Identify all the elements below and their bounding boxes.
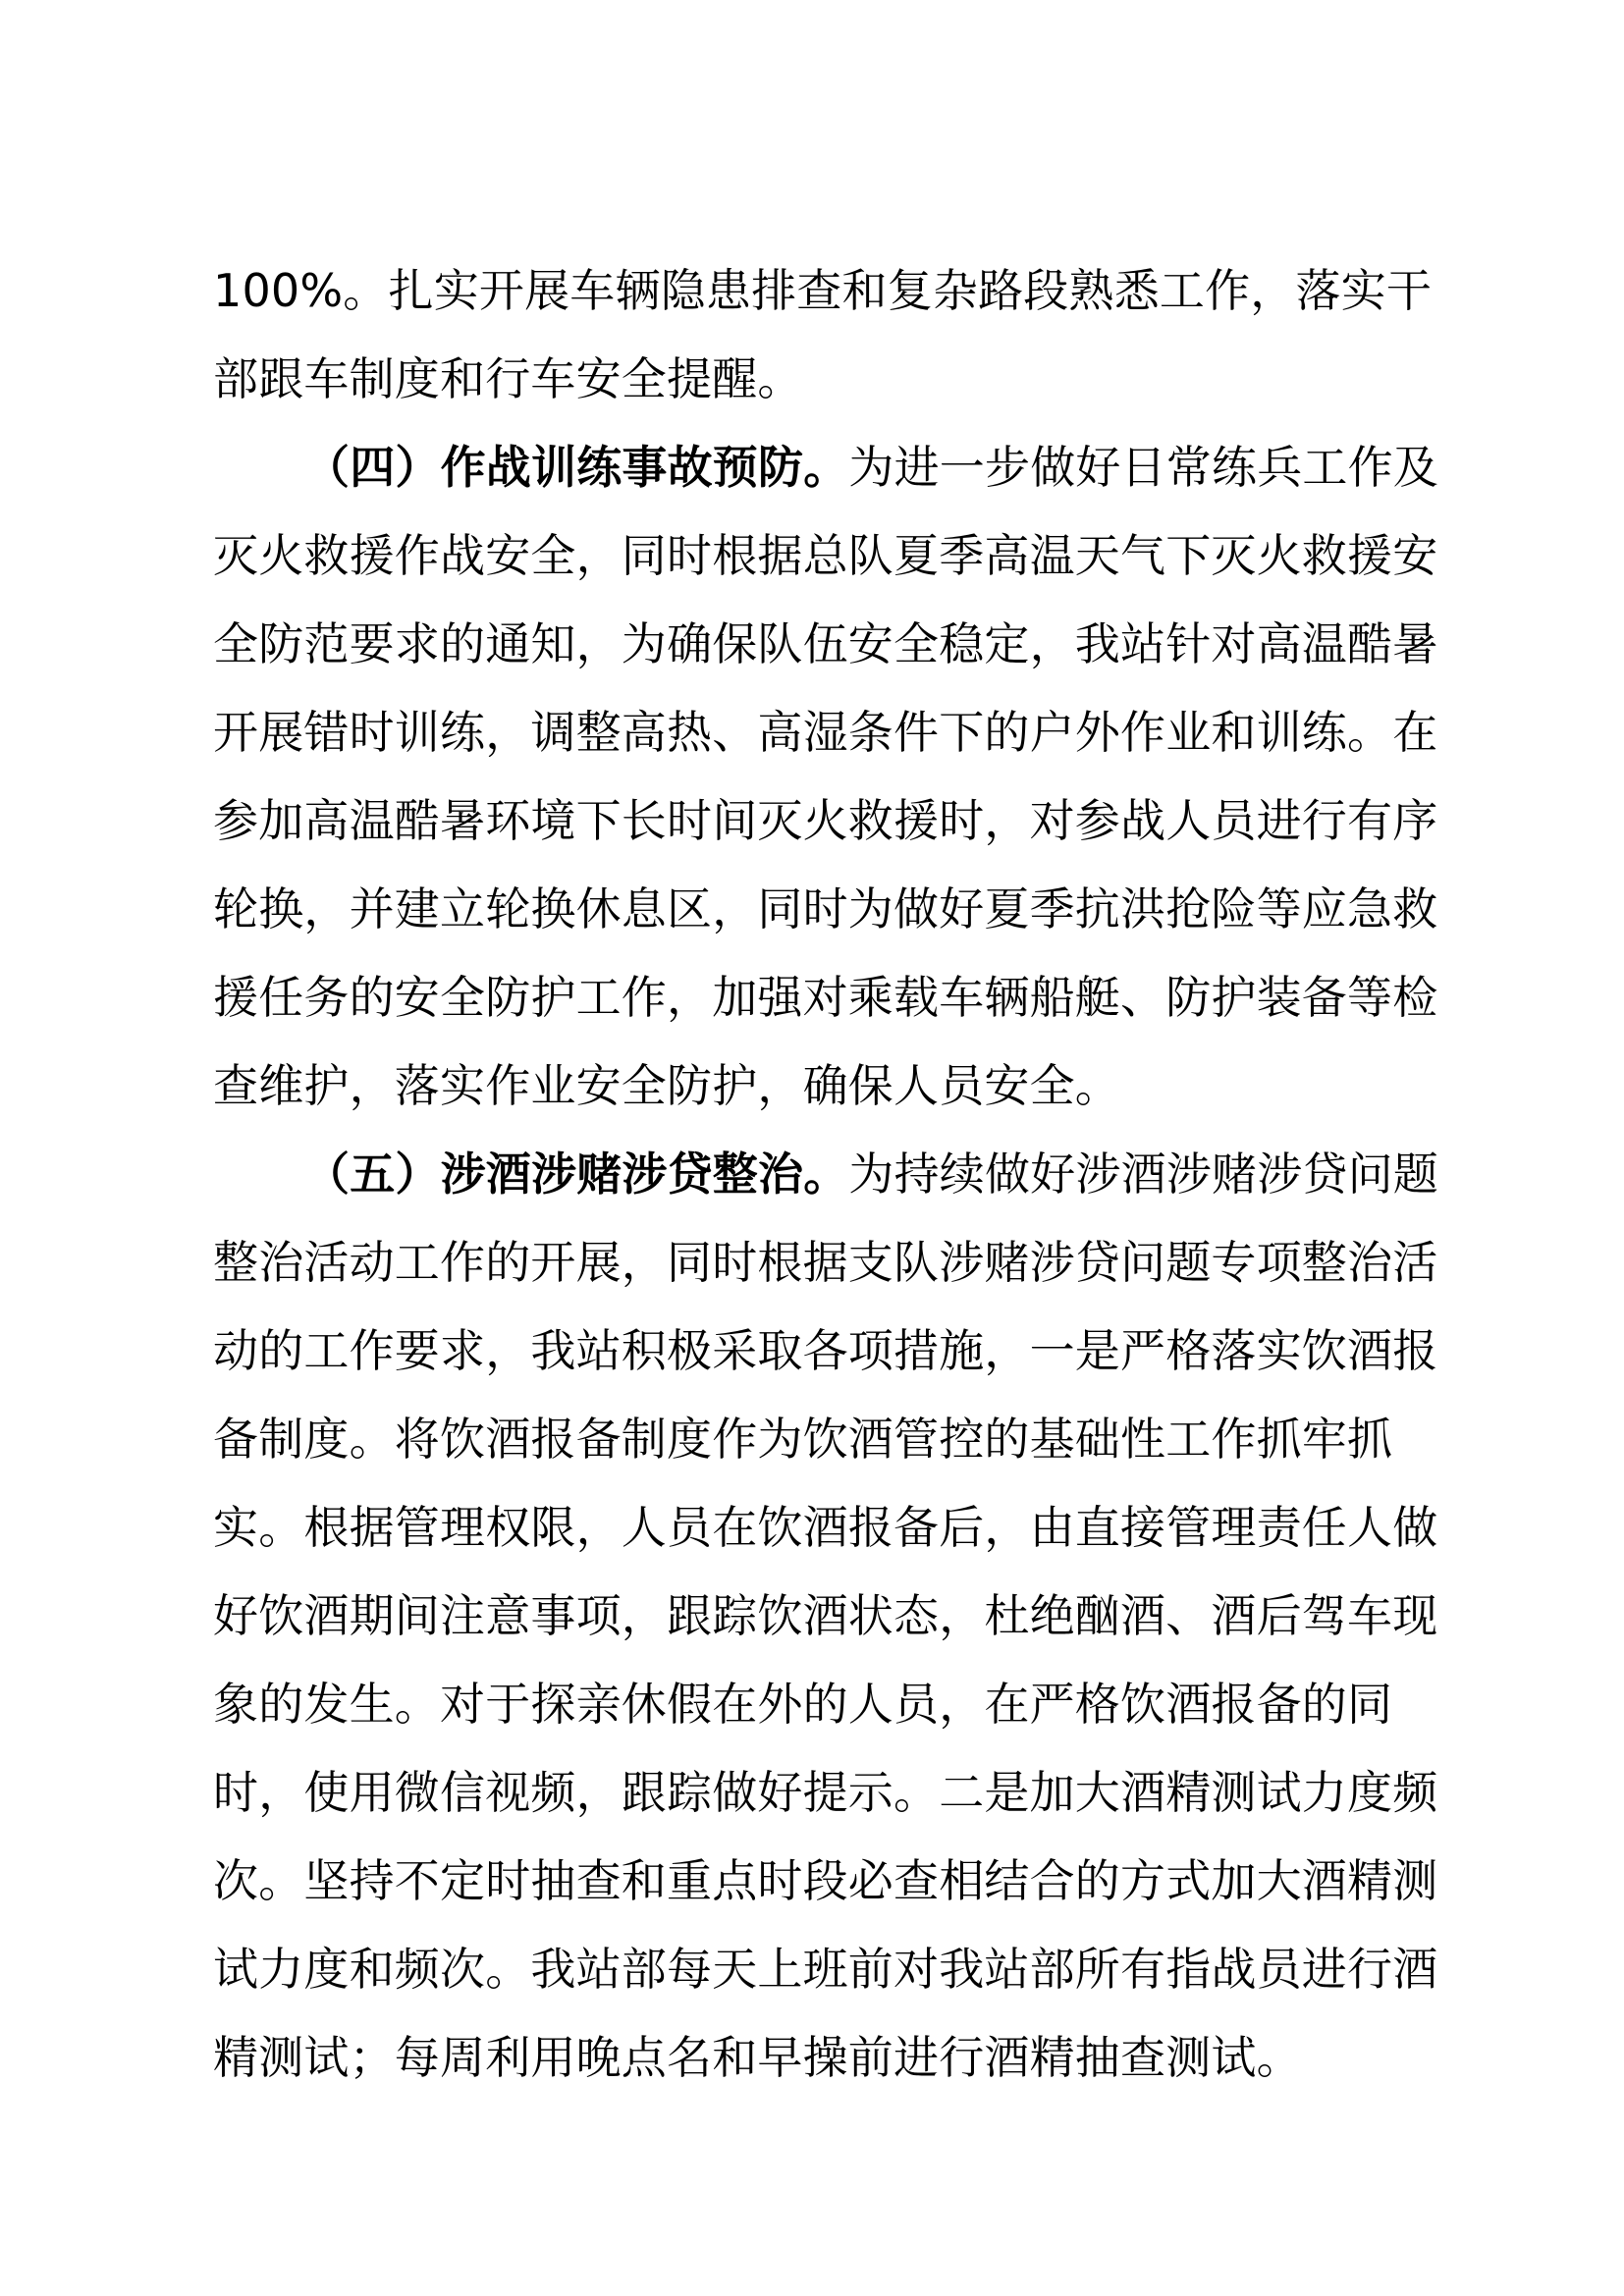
text-line: 时，使用微信视频，跟踪做好提示。二是加大酒精测试力度频 — [213, 1766, 1438, 1819]
section-4-heading: （四）作战训练事故预防。 — [304, 441, 849, 494]
section-4-first-line — [304, 438, 1439, 497]
text-line: 查维护，落实作业安全防护，确保人员安全。 — [213, 1059, 1120, 1112]
text-line: 整治活动工作的开展，同时根据支队涉赌涉贷问题专项整治活 — [213, 1236, 1438, 1289]
section-5-first-line — [304, 1145, 1439, 1203]
text-line: 全防范要求的通知，为确保队伍安全稳定，我站针对高温酷暑 — [213, 617, 1438, 670]
text-line: 试力度和频次。我站部每天上班前对我站部所有指战员进行酒 — [213, 1943, 1438, 1996]
text-line: 部跟车制度和行车安全提醒。 — [213, 352, 803, 405]
text-line: 动的工作要求，我站积极采取各项措施，一是严格落实饮酒报 — [213, 1324, 1438, 1377]
text-line: 精测试；每周利用晚点名和早操前进行酒精抽查测试。 — [213, 2031, 1302, 2084]
text-line: 次。坚持不定时抽查和重点时段必查相结合的方式加大酒精测 — [213, 1854, 1438, 1907]
text-line: 备制度。将饮酒报备制度作为饮酒管控的基础性工作抓牢抓 — [213, 1413, 1393, 1466]
text-line: 援任务的安全防护工作，加强对乘载车辆船艇、防护装备等检 — [213, 971, 1438, 1024]
section-5-heading: （五）涉酒涉赌涉贷整治。 — [304, 1148, 849, 1201]
text-line: 参加高温酷暑环境下长时间灭火救援时，对参战人员进行有序 — [213, 794, 1438, 847]
text-line: 100%。扎实开展车辆隐患排查和复杂路段熟悉工作，落实干 — [213, 264, 1433, 317]
text-line: 好饮酒期间注意事项，跟踪饮酒状态，杜绝酗酒、酒后驾车现 — [213, 1589, 1438, 1642]
text-line: 轮换，并建立轮换休息区，同时为做好夏季抗洪抢险等应急救 — [213, 882, 1438, 935]
text-line: 实。根据管理权限，人员在饮酒报备后，由直接管理责任人做 — [213, 1501, 1438, 1554]
text-line: 象的发生。对于探亲休假在外的人员，在严格饮酒报备的同 — [213, 1678, 1393, 1731]
section-5-first-line-text: 为持续做好涉酒涉赌涉贷问题 — [848, 1148, 1439, 1201]
text-line: 灭火救援作战安全，同时根据总队夏季高温天气下灭火救援安 — [213, 529, 1438, 582]
section-4-first-line-text: 为进一步做好日常练兵工作及 — [848, 441, 1439, 494]
text-line: 开展错时训练，调整高热、高湿条件下的户外作业和训练。在 — [213, 706, 1438, 759]
